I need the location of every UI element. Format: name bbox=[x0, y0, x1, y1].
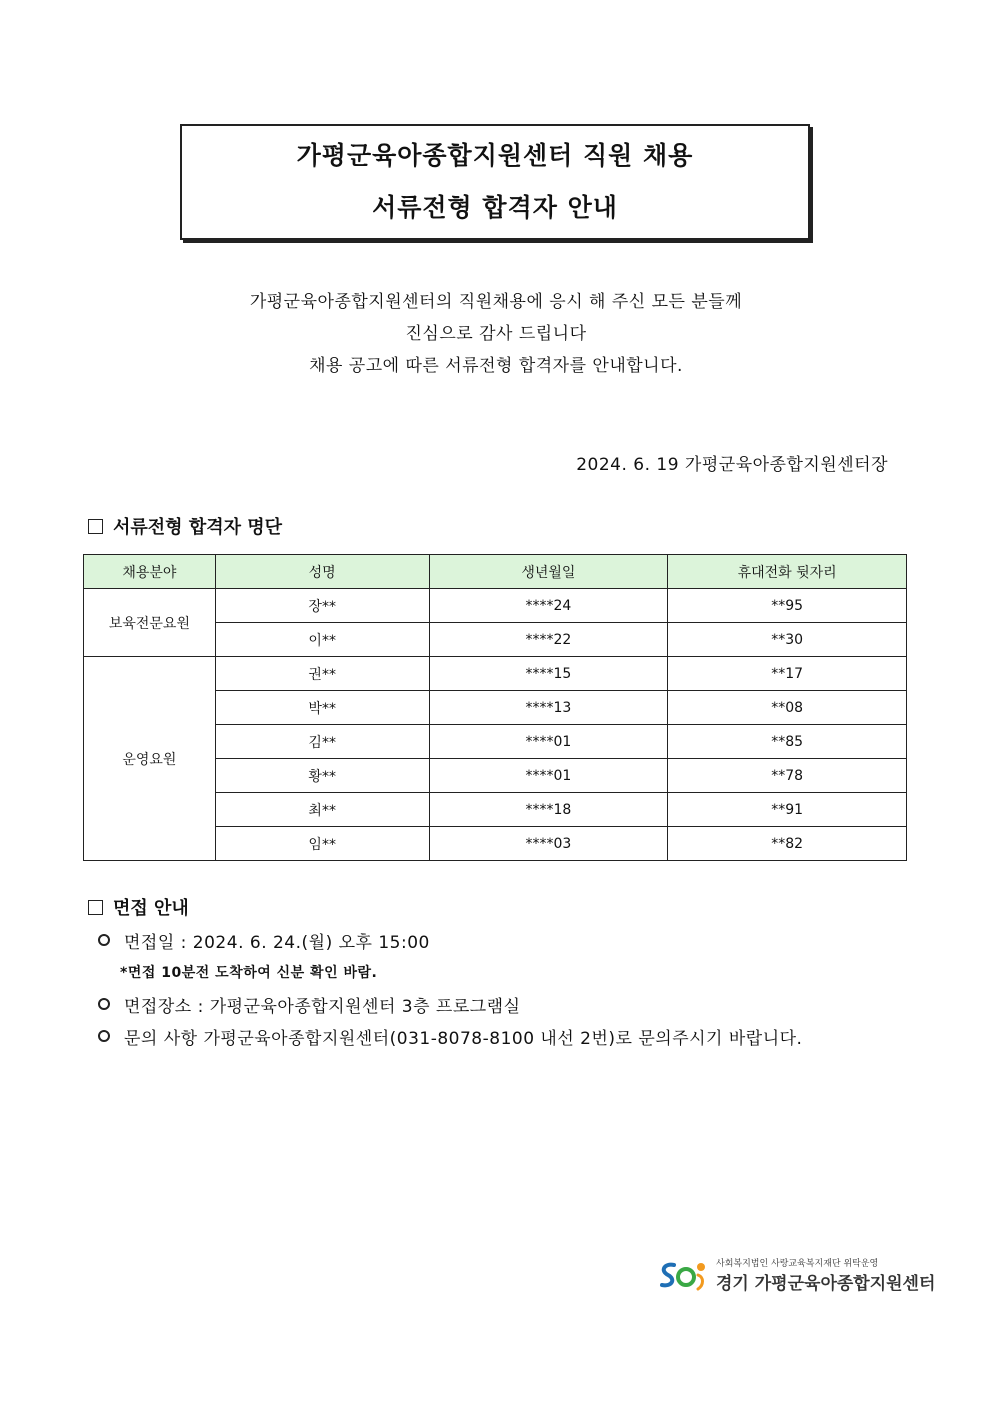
birth-cell: ****13 bbox=[429, 691, 668, 725]
table-row bbox=[84, 657, 907, 691]
phone-cell: **91 bbox=[668, 793, 907, 827]
results-section-title bbox=[88, 513, 282, 539]
date-signature: 2024. 6. 19 가평군육아종합지원센터장 bbox=[576, 455, 888, 475]
phone-cell: **17 bbox=[668, 657, 907, 691]
birth-cell: ****15 bbox=[429, 657, 668, 691]
logo-mark-icon bbox=[656, 1257, 710, 1293]
name-cell: 장** bbox=[215, 589, 429, 623]
phone-cell: **78 bbox=[668, 759, 907, 793]
name-cell: 이** bbox=[215, 623, 429, 657]
name-cell: 박** bbox=[215, 691, 429, 725]
interview-place-row bbox=[98, 988, 802, 1020]
square-bullet-icon bbox=[88, 519, 103, 534]
interview-section-title bbox=[88, 894, 189, 920]
square-bullet-icon bbox=[88, 900, 103, 915]
phone-cell: **95 bbox=[668, 589, 907, 623]
header-birth: 생년월일 bbox=[429, 555, 668, 589]
logo-subtitle: 사회복지법인 사랑교육복지재단 위탁운영 bbox=[716, 1259, 879, 1269]
birth-cell: ****03 bbox=[429, 827, 668, 861]
title-box bbox=[180, 124, 810, 240]
phone-cell: **82 bbox=[668, 827, 907, 861]
intro-line-3: 채용 공고에 따른 서류전형 합격자를 안내합니다. bbox=[309, 356, 683, 376]
title-line-1: 가평군육아종합지원센터 직원 채용 bbox=[296, 141, 694, 170]
intro-line-1: 가평군육아종합지원센터의 직원채용에 응시 해 주신 모든 분들께 bbox=[249, 292, 743, 312]
intro-text bbox=[0, 286, 992, 382]
name-cell: 권** bbox=[215, 657, 429, 691]
circle-bullet-icon bbox=[98, 934, 110, 946]
birth-cell: ****01 bbox=[429, 725, 668, 759]
interview-date-row bbox=[98, 924, 802, 956]
birth-cell: ****18 bbox=[429, 793, 668, 827]
name-cell: 최** bbox=[215, 793, 429, 827]
field-cell: 운영요원 bbox=[84, 657, 216, 861]
interview-details bbox=[98, 924, 802, 1052]
birth-cell: ****01 bbox=[429, 759, 668, 793]
circle-bullet-icon bbox=[98, 1030, 110, 1042]
interview-note: *면접 10분전 도착하여 신분 확인 바람. bbox=[120, 965, 378, 981]
circle-bullet-icon bbox=[98, 998, 110, 1010]
birth-cell: ****22 bbox=[429, 623, 668, 657]
intro-line-2: 진심으로 감사 드립니다 bbox=[405, 324, 587, 344]
name-cell: 황** bbox=[215, 759, 429, 793]
header-phone: 휴대전화 뒷자리 bbox=[668, 555, 907, 589]
interview-place: 면접장소 : 가평군육아종합지원센터 3층 프로그램실 bbox=[124, 996, 521, 1017]
interview-inquiry-row bbox=[98, 1020, 802, 1052]
interview-inquiry: 문의 사항 가평군육아종합지원센터(031-8078-8100 내선 2번)로 문의주시기 바랍니다. bbox=[124, 1028, 803, 1049]
phone-cell: **08 bbox=[668, 691, 907, 725]
name-cell: 임** bbox=[215, 827, 429, 861]
table-row bbox=[84, 589, 907, 623]
birth-cell: ****24 bbox=[429, 589, 668, 623]
name-cell: 김** bbox=[215, 725, 429, 759]
header-field: 채용분야 bbox=[84, 555, 216, 589]
phone-cell: **30 bbox=[668, 623, 907, 657]
header-name: 성명 bbox=[215, 555, 429, 589]
results-section-label: 서류전형 합격자 명단 bbox=[113, 517, 283, 538]
logo-name: 경기 가평군육아종합지원센터 bbox=[716, 1274, 936, 1294]
title-line-2: 서류전형 합격자 안내 bbox=[372, 193, 618, 222]
organization-logo bbox=[656, 1256, 935, 1294]
field-cell: 보육전문요원 bbox=[84, 589, 216, 657]
interview-section-label: 면접 안내 bbox=[113, 898, 189, 919]
table-header-row bbox=[84, 555, 907, 589]
results-table bbox=[83, 554, 907, 861]
interview-date: 면접일 : 2024. 6. 24.(월) 오후 15:00 bbox=[124, 932, 430, 953]
phone-cell: **85 bbox=[668, 725, 907, 759]
